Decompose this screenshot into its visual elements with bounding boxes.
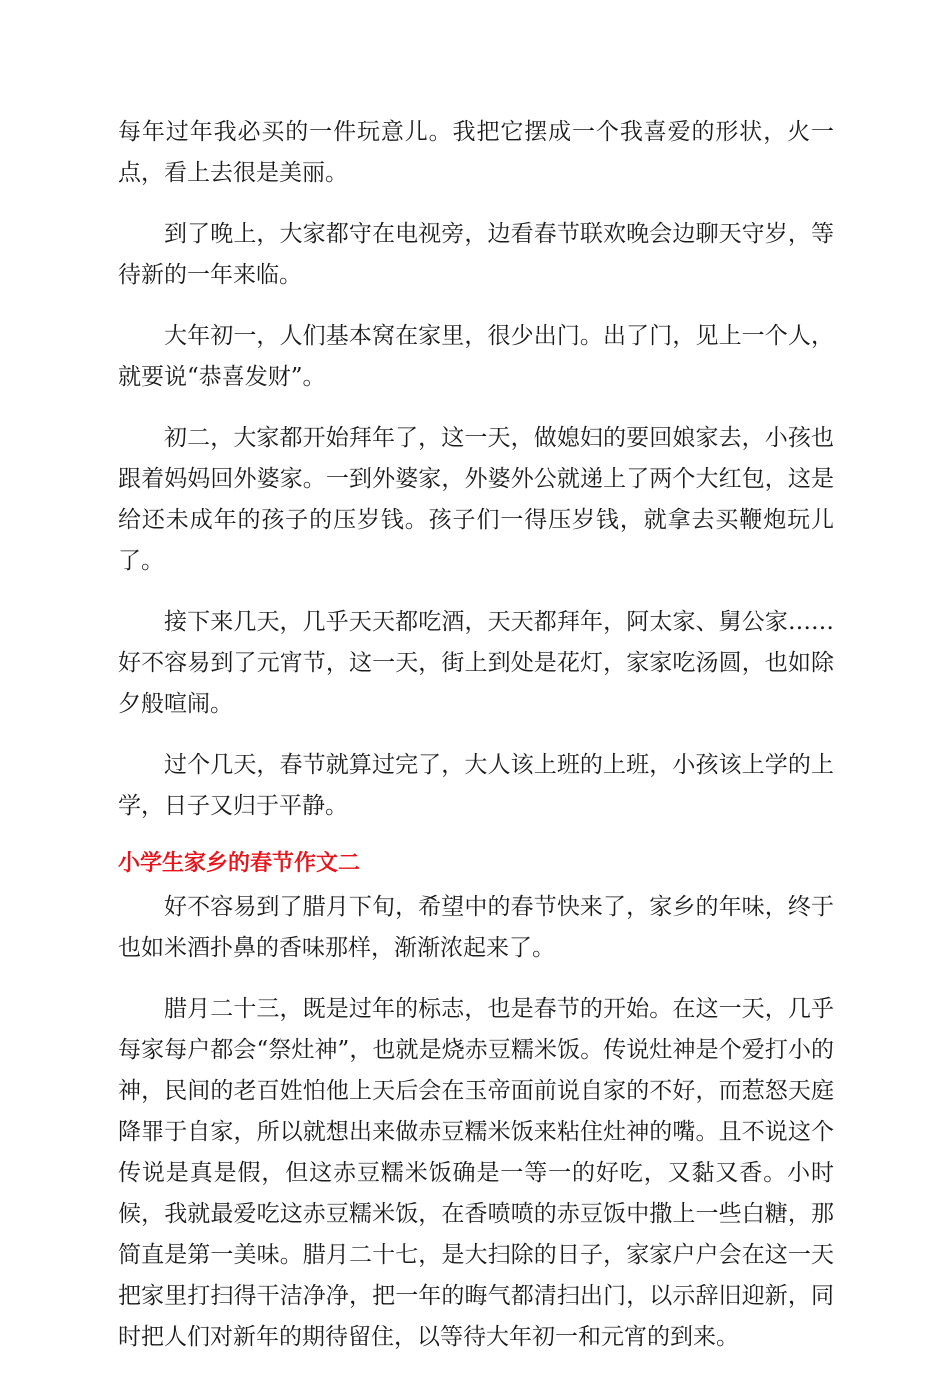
document-body (118, 112, 834, 1378)
paragraph: 大年初一，人们基本窝在家里，很少出门。出了门，见上一个人，就要说“恭喜发财”。 (118, 323, 834, 390)
paragraph: 每年过年我必买的一件玩意儿。我把它摆成一个我喜爱的形状，火一点，看上去很是美丽。 (118, 119, 834, 186)
paragraph: 过个几天，春节就算过完了，大人该上班的上班，小孩该上学的上学，日子又归于平静。 (118, 752, 834, 819)
section-title: 小学生家乡的春节作文二 (118, 851, 361, 876)
paragraph: 到了晚上，大家都守在电视旁，边看春节联欢晚会边聊天守岁，等待新的一年来临。 (118, 221, 834, 288)
paragraph: 好不容易到了腊月下旬，希望中的春节快来了，家乡的年味，终于也如米酒扑鼻的香味那样，渐渐浓起来了。 (118, 894, 834, 961)
paragraph: 腊月二十三，既是过年的标志，也是春节的开始。在这一天，几乎每家每户都会“祭灶神”，也就是烧赤豆糯米饭。传说灶神是个爱打小的神，民间的老百姓怕他上天后会在玉帝面前说自家的不好，而惹怒天庭降罪于自家，所以就想出来做赤豆糯米饭来粘住灶神的嘴。且不说这个传说是真是假，但这赤豆糯米饭确是一等一的好吃，又黏又香。小时候，我就最爱吃这赤豆糯米饭，在香喷喷的赤豆饭中撒上一些白糖，那简直是第一美味。腊月二十七，是大扫除的日子，家家户户会在这一天把家里打扫得干洁净净，把一年的晦气都清扫出门，以示辞旧迎新，同时把人们对新年的期待留住，以等待大年初一和元宵的到来。 (118, 996, 834, 1350)
paragraph: 接下来几天，几乎天天都吃酒，天天都拜年，阿太家、舅公家……好不容易到了元宵节，这一天，街上到处是花灯，家家吃汤圆，也如除夕般喧闹。 (118, 609, 834, 717)
paragraph: 初二，大家都开始拜年了，这一天，做媳妇的要回娘家去，小孩也跟着妈妈回外婆家。一到外婆家，外婆外公就递上了两个大红包，这是给还未成年的孩子的压岁钱。孩子们一得压岁钱，就拿去买鞭炮玩儿了。 (118, 425, 834, 574)
